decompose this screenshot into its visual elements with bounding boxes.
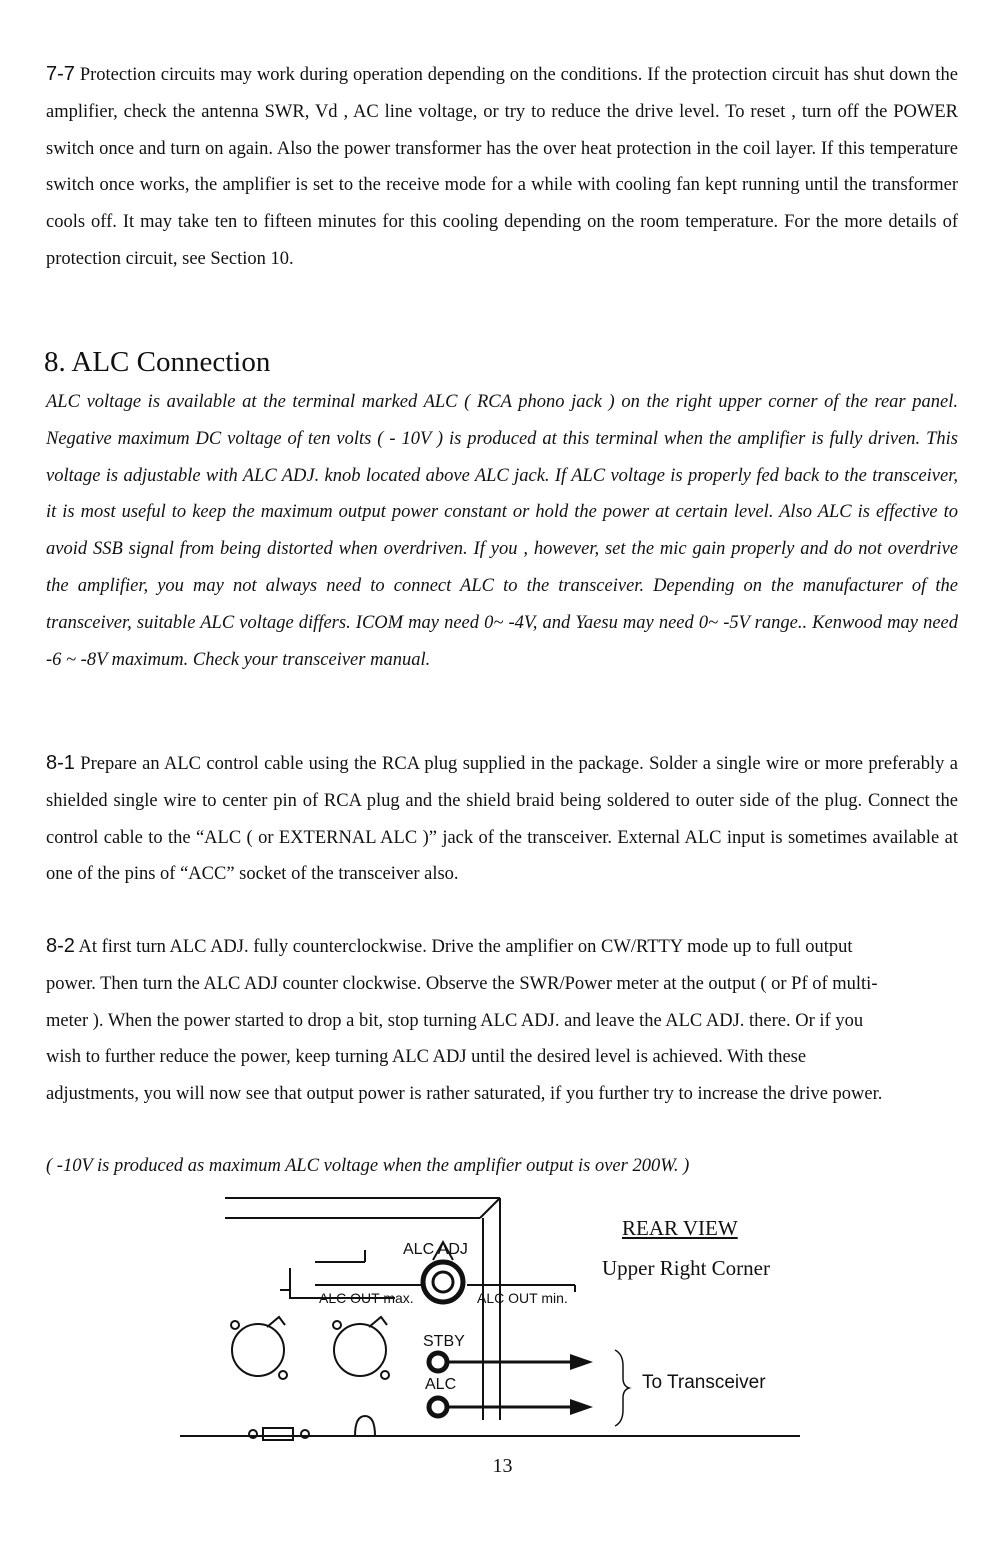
alc-jack-label: ALC (425, 1376, 457, 1393)
alc-adj-label: ALC ADJ (403, 1241, 468, 1258)
paragraph-number: 8-2 (46, 935, 75, 957)
rear-view-subtitle: Upper Right Corner (602, 1256, 770, 1280)
alc-out-min-label: ALC OUT min. (477, 1290, 568, 1306)
paragraph-7-7 (46, 56, 958, 278)
paragraph-text: At first turn ALC ADJ. fully counterclockwise. Drive the amplifier on CW/RTTY mode up to full output power. Then turn the ALC ADJ counter clockwise. Observe the SWR/Power meter at the output ( or Pf of multi-meter ). When the power started to drop a bit, stop turning ALC ADJ. and leave the ALC ADJ. there. Or if you wish to further reduce the power, keep turning ALC ADJ until the desired level is achieved. With these adjustments, you will now see that output power is rather saturated, if you further try to increase the drive power. (46, 937, 883, 1105)
alc-out-max-label: ALC OUT max. (319, 1290, 414, 1306)
paragraph-8-1 (46, 745, 958, 893)
alc-intro-paragraph: ALC voltage is available at the terminal marked ALC ( RCA phono jack ) on the right upper corner of the rear panel. Negative maximum DC voltage of ten volts ( - 10V ) is produced at this terminal when the amplifier is fully driven. This voltage is adjustable with ALC ADJ. knob located above ALC jack. If ALC voltage is properly fed back to the transceiver, it is most useful to keep the maximum output power constant or hold the power at certain level. Also ALC is effective to avoid SSB signal from being distorted when overdriven. If you , however, set the mic gain properly and do not overdrive the amplifier, you may not always need to connect ALC to the transceiver. Depending on the manufacturer of the transceiver, suitable ALC voltage differs. ICOM may need 0~ -4V, and Yaesu may need 0~ -5V range.. Kenwood may need -6 ~ -8V maximum. Check your transceiver manual. (46, 392, 958, 670)
to-transceiver-label: To Transceiver (642, 1372, 766, 1393)
paragraph-text: Protection circuits may work during operation depending on the conditions. If the protection circuit has shut down the amplifier, check the antenna SWR, Vd , AC line voltage, or try to reduce the drive level. To reset , turn off the POWER switch once and turn on again. Also the power transformer has the over heat protection in the coil layer. If this temperature switch once works, the amplifier is set to the receive mode for a while with cooling fan kept running until the transformer cools off. It may take ten to fifteen minutes for this cooling depending on the room temperature. For the more details of protection circuit, see Section 10. (46, 65, 958, 269)
stby-label: STBY (423, 1333, 465, 1350)
paragraph-number: 7-7 (46, 63, 75, 85)
page-number: 13 (492, 1455, 513, 1477)
paragraph-number: 8-1 (46, 752, 75, 774)
rear-view-title: REAR VIEW (622, 1216, 738, 1240)
paragraph-text: Prepare an ALC control cable using the RCA plug supplied in the package. Solder a single wire or more preferably a shielded single wire to center pin of RCA plug and the shield braid being soldered to outer side of the plug. Connect the control cable to the “ALC ( or EXTERNAL ALC )” jack of the transceiver. External ALC input is sometimes available at one of the pins of “ACC” socket of the transceiver also. (46, 754, 959, 885)
paragraph-8-2 (46, 928, 896, 1113)
alc-voltage-note: ( -10V is produced as maximum ALC voltage when the amplifier output is over 200W. ) (46, 1156, 690, 1176)
section-heading: 8. ALC Connection (44, 346, 271, 378)
